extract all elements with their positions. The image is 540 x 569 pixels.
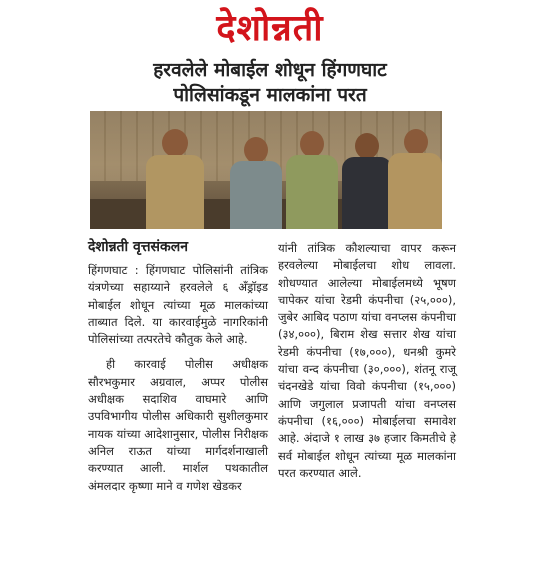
article-column-right bbox=[278, 240, 456, 482]
article-byline: देशोन्नती वृत्तसंकलन bbox=[88, 239, 188, 255]
article-paragraph: ही कारवाई पोलीस अधीक्षक सौरभकुमार अग्रवाल, अप्पर पोलीस अधीक्षक सदाशिव वाघमारे आणि उपविभागीय पोलीस अधिकारी सुशीलकुमार नायक यांच्या आदेशानुसार, पोलीस निरीक्षक अनिल राऊत यांच्या मार्गदर्शनाखाली करण्यात आली. मार्शल पथकातील अंमलदार कृष्णा माने व गणेश खेडकर bbox=[88, 357, 268, 493]
photo-person bbox=[286, 131, 338, 229]
photo-person-police-officer bbox=[388, 129, 442, 229]
headline-line-2: पोलिसांकडून मालकांना परत bbox=[173, 84, 367, 106]
headline-line-1: हरवलेले मोबाईल शोधून हिंगणघाट bbox=[153, 59, 387, 81]
article-photo bbox=[90, 111, 442, 229]
photo-person-police-officer bbox=[146, 129, 204, 229]
photo-person bbox=[230, 137, 282, 229]
newspaper-masthead: देशोन्नती bbox=[216, 7, 324, 49]
article-paragraph: यांनी तांत्रिक कौशल्याचा वापर करून हरवलेल्या मोबाईलचा शोध लावला. शोधण्यात आलेल्या मोबाईलमध्ये भूषण चापेकर यांचा रेडमी कंपनीचा (२५,०००), जुबेर आबिद पठाण यांचा वनप्लस कंपनीचा (३४,०००), बिराम शेख सत्तार शेख यांचा रेडमी कंपनीचा (१७,०००), धनश्री कुमरे यांचा वन्द कंपनीचा (३०,०००), शंतनू राजू चंदनखेडे यांचा विवो कंपनीचा (१५,०००) आणि जगुलाल प्रजापती यांचा वनप्लस कंपनीचा (१६,०००) मोबाईलचा समावेश आहे. अंदाजे १ लाख ३७ हजार किमतीचे हे सर्व मोबाईल शोधून त्यांच्या मूळ मालकांना परत करण्यात आले. bbox=[278, 241, 456, 480]
article-paragraph: हिंगणघाट : हिंगणघाट पोलिसांनी तांत्रिक यंत्रणेच्या सहाय्याने हरवलेले ६ अँड्रॉइड मोबाईल शोधून त्यांच्या मूळ मालकांच्या ताब्यात दिले. या कारवाईमुळे नागरिकांनी पोलिसांच्या तत्परतेचे कौतुक केले आहे. bbox=[88, 263, 268, 347]
article-column-left bbox=[88, 262, 268, 495]
photo-person bbox=[342, 133, 392, 229]
article-headline bbox=[0, 58, 540, 108]
